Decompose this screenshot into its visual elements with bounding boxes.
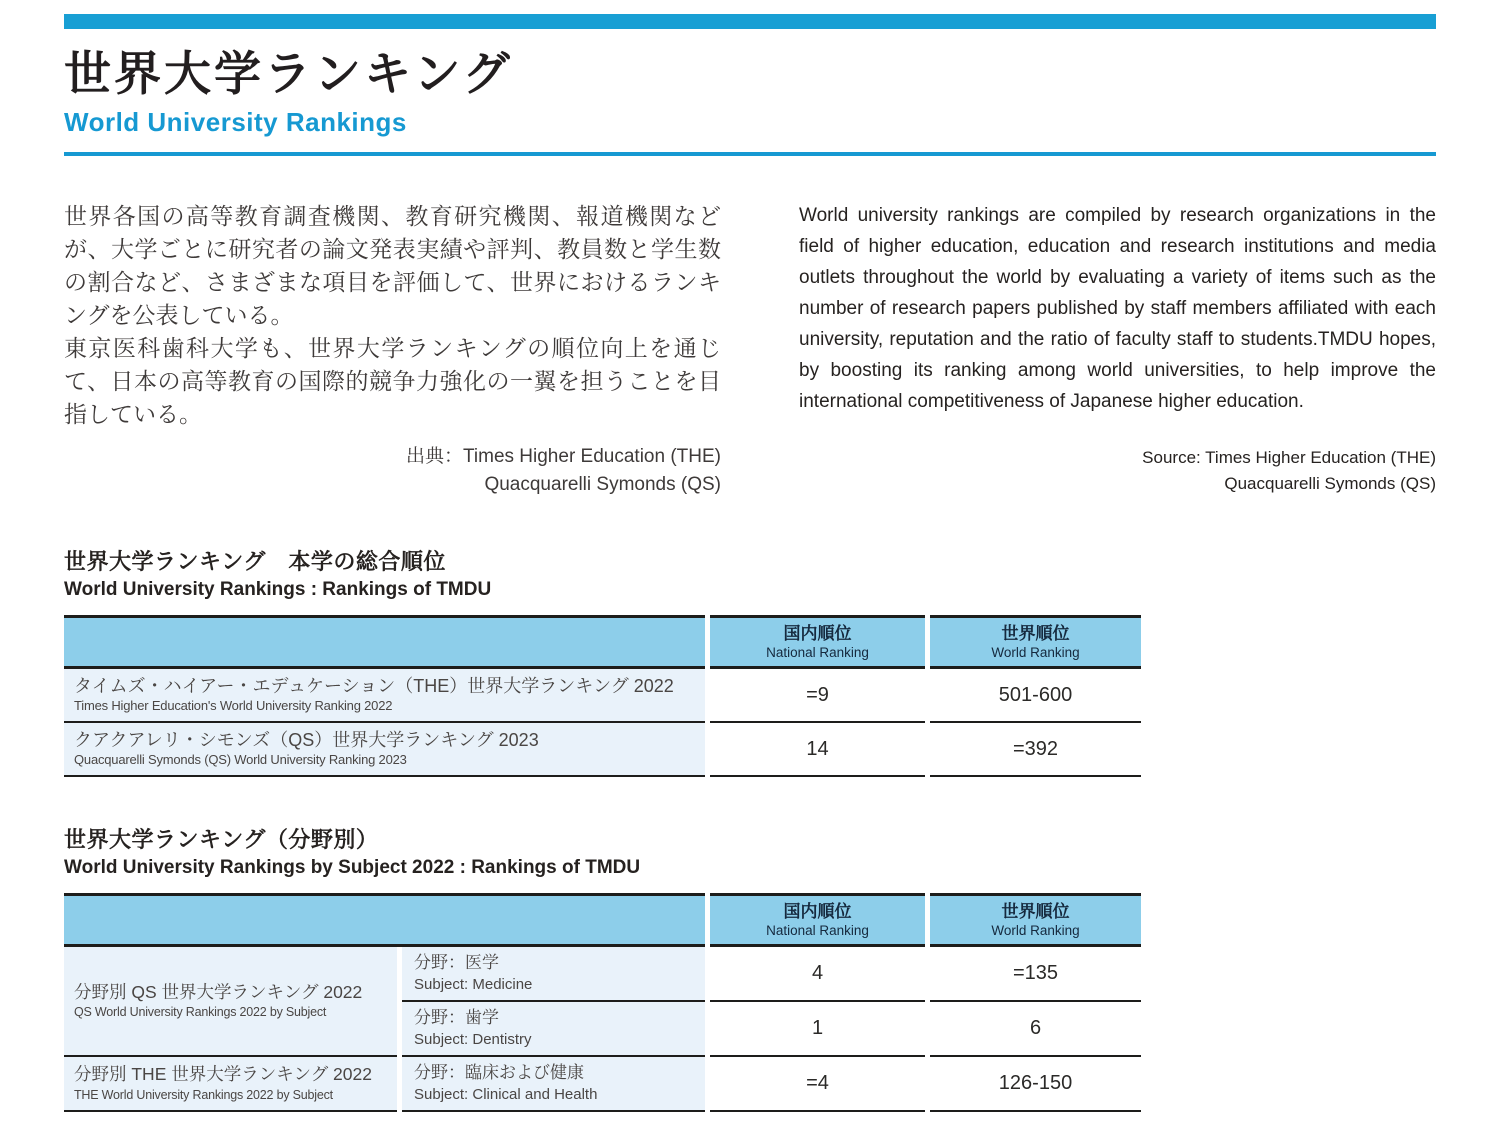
group-name-en: QS World University Rankings 2022 by Subject	[74, 1005, 327, 1020]
intro-english-paragraph: World university rankings are compiled by research organizations in the field of higher education, education and research institutions and media outlets throughout the world by evaluating a variety of items such as the number of research papers published by staff members affiliated with each university, reputation and the ratio of faculty staff to students.TMDU hopes, by boosting its ranking among world universities, to help improve the international competitiveness of Japanese higher education.	[799, 205, 1436, 413]
section-heading-ja: 世界大学ランキング（分野別）	[64, 827, 379, 853]
subject-label-en: Subject: Clinical and Health	[414, 1085, 598, 1103]
column-header-label-en: National Ranking	[766, 922, 869, 938]
ranking-name-ja: タイムズ・ハイアー・エデュケーション（THE）世界大学ランキング 2022	[74, 675, 674, 696]
subject-cell-medicine	[402, 947, 705, 1002]
group-cell-qs-by-subject	[64, 947, 397, 1057]
table-header-world-ranking	[930, 893, 1141, 947]
column-header-label-ja: 国内順位	[783, 623, 852, 643]
column-header-label-en: World Ranking	[991, 922, 1080, 938]
overall-rankings-table	[64, 615, 1141, 777]
top-accent-bar	[64, 14, 1436, 29]
world-ranking-value: =392	[930, 723, 1141, 777]
ranking-name-en: Times Higher Education's World University Ranking 2022	[74, 698, 393, 714]
subject-rankings-table	[64, 893, 1141, 1112]
table-header-empty-cell	[64, 893, 705, 947]
subject-cell-clinical-and-health	[402, 1057, 705, 1112]
intro-section	[64, 200, 1436, 499]
source-line: Quacquarelli Symonds (QS)	[484, 474, 721, 496]
source-line: Quacquarelli Symonds (QS)	[1224, 474, 1436, 494]
intro-english-column	[799, 200, 1436, 499]
subject-label-en: Subject: Medicine	[414, 975, 533, 993]
page-title: 世界大学ランキング	[64, 47, 513, 100]
intro-japanese-paragraph-2: 東京医科歯科大学も、世界大学ランキングの順位向上を通じて、日本の高等教育の国際的競争力強化の一翼を担うことを目指している。	[64, 335, 721, 428]
subject-label-en: Subject: Dentistry	[414, 1030, 532, 1048]
national-ranking-value: =4	[710, 1057, 925, 1112]
table-header-national-ranking	[710, 893, 925, 947]
group-cell-the-by-subject	[64, 1057, 397, 1112]
ranking-name-ja: クアクアレリ・シモンズ（QS）世界大学ランキング 2023	[74, 729, 539, 750]
section-heading-en: World University Rankings : Rankings of TMDU	[64, 579, 492, 601]
source-line: Source: Times Higher Education (THE)	[1142, 448, 1436, 468]
table-row-the-2022-name	[64, 669, 705, 723]
column-header-label-ja: 国内順位	[783, 901, 852, 921]
table-header-national-ranking	[710, 615, 925, 669]
world-ranking-value: =135	[930, 947, 1141, 1002]
source-attribution-ja	[64, 443, 721, 499]
overall-rankings-section	[64, 545, 1436, 777]
table-header-world-ranking	[930, 615, 1141, 669]
group-name-ja: 分野別 QS 世界大学ランキング 2022	[74, 981, 363, 1002]
subject-rankings-section	[64, 823, 1436, 1112]
world-ranking-value: 126-150	[930, 1057, 1141, 1112]
column-header-label-ja: 世界順位	[1001, 623, 1070, 643]
table-row-qs-2023-name	[64, 723, 705, 777]
page-content	[64, 14, 1436, 1112]
national-ranking-value: 14	[710, 723, 925, 777]
table-header-empty-cell	[64, 615, 705, 669]
column-header-label-ja: 世界順位	[1001, 901, 1070, 921]
section-heading-en: World University Rankings by Subject 2022 : Rankings of TMDU	[64, 857, 641, 879]
national-ranking-value: =9	[710, 669, 925, 723]
source-attribution-en	[799, 445, 1436, 497]
column-header-label-en: National Ranking	[766, 644, 869, 660]
ranking-name-en: Quacquarelli Symonds (QS) World University Ranking 2023	[74, 752, 407, 768]
national-ranking-value: 1	[710, 1002, 925, 1057]
subject-label-ja: 分野：臨床および健康	[414, 1062, 584, 1082]
world-ranking-value: 501-600	[930, 669, 1141, 723]
subject-label-ja: 分野：歯学	[414, 1007, 499, 1027]
header-divider-rule	[64, 152, 1436, 156]
page-subtitle: World University Rankings	[64, 107, 407, 138]
group-name-en: THE World University Rankings 2022 by Subject	[74, 1087, 333, 1102]
world-ranking-value: 6	[930, 1002, 1141, 1057]
section-heading-ja: 世界大学ランキング 本学の総合順位	[64, 549, 446, 575]
intro-japanese-paragraph-1: 世界各国の高等教育調査機関、教育研究機関、報道機関などが、大学ごとに研究者の論文発表実績や評判、教員数と学生数の割合など、さまざまな項目を評価して、世界におけるランキングを公表している。	[64, 203, 721, 329]
source-line: 出典：Times Higher Education (THE)	[406, 446, 721, 468]
national-ranking-value: 4	[710, 947, 925, 1002]
intro-japanese-column	[64, 200, 721, 499]
subject-label-ja: 分野：医学	[414, 952, 499, 972]
subject-cell-dentistry	[402, 1002, 705, 1057]
group-name-ja: 分野別 THE 世界大学ランキング 2022	[74, 1064, 372, 1085]
column-header-label-en: World Ranking	[991, 644, 1080, 660]
